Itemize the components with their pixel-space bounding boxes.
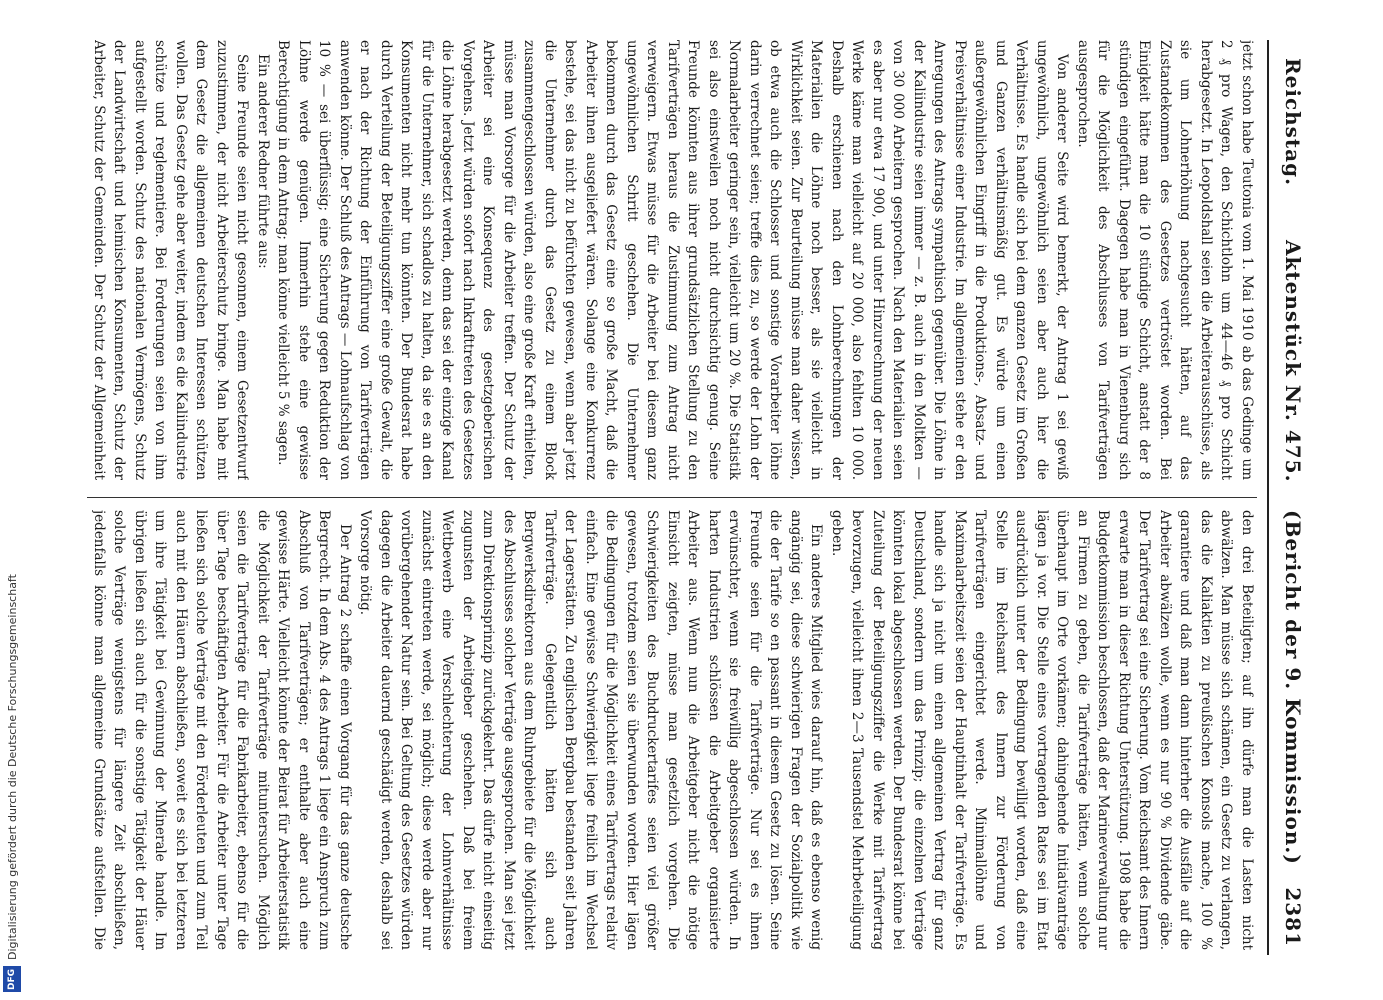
paragraph: den drei Beteiligten; auf ihn dürfe man die Lasten nicht abwälzen. Man müsse sich schämen, ein Gesetz zu verlangen, das die Kaliaktien zu preußischen Konsols mache, 100 % garantiere und daß man dann hinterher die Ausfälle auf die Arbeiter abwälzen wolle, wenn es nur 90 % Dividende gäbe. Der Tarifvertrag sei eine Sicherung. Vom Reichsamt des Innern erwarte man in dieser Richtung Unterstützung. 1908 habe die Budgetkommission beschlossen, daß der Marineverwaltung nur an Firmen zu geben, die Tarifverträge hätten, wenn solche überhaupt im Orte vorkämen; dahingehende Initiativanträge lägen ja vor. Die Stelle eines vortragenden Rates sei im Etat ausdrücklich unter der Bedingung bewilligt worden, daß eine Stelle im Reichsamt des Innern zur Förderung von Tarifverträgen eingerichtet werde. Minimallöhne und Maximalarbeitszeit seien der Hauptinhalt der Tarifverträge. Es handle sich ja nicht um einen allgemeinen Vertrag für ganz Deutschland, sondern um das Prinzip; die einzelnen Verträge könnten lokal abgeschlossen werden. Der Bundesrat könne bei Zuteilung der Beteiligungsziffer die Werke mit Tarifvertrag bevorzugen, vielleicht ihnen 2—3 Tausendstel Mehrbeteiligung geben. xyxy=(829,510,1255,950)
dfg-logo: DFG xyxy=(3,966,21,992)
header-left: Reichstag. xyxy=(1281,58,1305,187)
paragraph: Der Antrag 2 schaffe einen Vorgang für das ganze deutsche Bergrecht. In dem Abs. 4 des Antrags 1 liege ein Anspruch zum Abschluß von Tarifverträgen; er enthalte aber auch eine gewisse Härte. Vielleicht könnte der Beirat für Arbeiterstatistik die Möglichkeit der Tarifverträge mituntersuchen. Möglich seien die Tarifverträge für die Fabrikarbeiter, ebenso für die über Tage beschäftigten Arbeiter. Für die Arbeiter unter Tage ließen sich solche Verträge mit den Förderleuten und zum Teil auch mit den Häuern abschließen, soweit es sich bei letzteren um ihre Tätigkeit bei Gewinnung der Minerale handle. Im übrigen ließen sich auch für die sonstige Tätigkeit der Häuer solche Verträge wenigstens für längere Zeit abschließen, jedenfalls könne man allgemeine Grundsätze aufstellen. Die xyxy=(91,510,353,950)
rotated-print-page xyxy=(73,40,1313,955)
paragraph: Von anderer Seite wird bemerkt, der Antrag 1 sei gewiß ungewöhnlich, ungewöhnlich seien aber auch hier die Verhältnisse. Es handle sich bei dem ganzen Gesetz im Großen und Ganzen verhältnismäßig gut. Es würde um einen außergewöhnlichen Eingriff in die Produktions-, Absatz- und Preisverhältnisse einer Industrie. Im allgemeinen stehe er den Anregungen des Antrags sympathisch gegenüber. Die Löhne in der Kaliindustrie seien immer — z. B. auch in den Moltken — von 30 000 Arbeitern gesprochen. Nach den Materialien seien es aber nur etwa 17 900, und unter Hinzurechnung der neuen Werke käme man vielleicht auf 20 000, also fehlten 10 000. Deshalb erschienen nach den Lohnberechnungen der Materialien die Löhne noch besser, als sie vielleicht in Wirklichkeit seien. Zur Beurteilung müsse man daher wissen, ob etwa auch die Schlosser und sonstige Vorarbeiter löhne darin verrechnet seien; treffe dies zu, so werde der Lohn der Normalarbeiter geringer sein, vielleicht um 20 %. Die Statistik sei also einstweilen noch nicht durchsichtig genug. Seine Freunde könnten aus ihrer grundsätzlichen Stellung zu den Tarifverträgen heraus die Zustimmung zum Antrag nicht verweigern. Etwas müsse für die Arbeiter bei diesem ganz ungewöhnlichen Schritt geschehen. Die Unternehmer bekommen durch das Gesetz eine so große Macht, daß die Arbeiter ihnen ausgeliefert wären. Solange eine Konkurrenz bestehe, sei das nicht zu befürchten gewesen, wenn aber jetzt die Unternehmer durch das Gesetz zu einem Block zusammengeschlossen würden, also eine große Kraft erhielten, müsse man Vorsorge für die Arbeiter treffen. Der Schutz der Arbeiter sei eine Konsequenz des gesetzgeberischen Vorgehens. Jetzt würden sofort nach Inkrafttreten des Gesetzes die Löhne herabgesetzt werden, denn das sei der einzige Kanal für die Unternehmer, sich schadlos zu halten, da sie es an den Konsumenten nicht mehr tun könnten. Der Bundesrat habe durch Verteilung der Beteiligungsziffer eine große Gewalt, die er nach der Richtung der Einführung von Tarifverträgen anwenden könne. Der Schluß des Antrags — Lohnaufschlag von 10 % — sei überflüssig; eine Sicherung gegen Reduktion der Löhne werde genügen. Immerhin stehe eine gewisse Berechtigung in dem Antrag; man könne vielleicht 5 % sagen. xyxy=(275,40,1071,480)
paragraph: Ein anderer Redner führte aus: xyxy=(255,54,271,269)
column-right xyxy=(87,510,1257,950)
header-rule xyxy=(1267,40,1269,955)
digitization-note: Digitalisierung gefördert durch die Deutsche Forschungsgemeinschaft xyxy=(6,574,19,960)
header-right: (Bericht der 9. Kommission.) xyxy=(1281,510,1305,865)
column-left xyxy=(87,40,1257,480)
paragraph: jetzt schon habe Teutonia vom 1. Mai 1910 ab das Gedinge um 2 ₰ pro Wagen, den Schichtlohn um 44—46 ₰ pro Schicht herabgesetzt. In Leopoldshall seien die Arbeiterausschüsse, als sie um Lohnerhöhung nachgesucht hätten, auf das Zustandekommen des Gesetzes vertröstet worden. Bei Einigkeit hätte man die 10 stündige Schicht, anstatt der 8 stündigen eingeführt. Dagegen habe man in Vienenburg sich für die Möglichkeit des Abschlusses von Tarifverträgen ausgesprochen. xyxy=(1075,40,1255,480)
paragraph: Seine Freunde seien nicht gesonnen, einem Gesetzentwurf zuzustimmen, der nicht Arbeiterschutz bringe. Man habe mit dem Gesetz die allgemeinen deutschen Interessen schützen wollen. Das Gesetz gehe aber weiter, indem es die Kaliindustrie schütze und reglementiere. Bei Forderungen seien von ihm aufgestellt worden. Schutz des nationalen Vermögens, Schutz der Landwirtschaft und heimischen Konsumenten, Schutz der Arbeiter, Schutz der Gemeinden. Der Schutz der Allgemeinheit xyxy=(91,40,251,480)
page-number: 2381 xyxy=(1281,887,1305,947)
header-middle: Aktenstück Nr. 475. xyxy=(1281,240,1305,483)
column-divider xyxy=(87,497,1257,498)
running-header xyxy=(1273,40,1313,955)
paragraph: Ein anderes Mitglied wies darauf hin, daß es ebenso wenig angängig sei, diese schwierigen Fragen der Sozialpolitik wie die der Tarife so en passant in diesem Gesetz zu lösen. Seine Freunde seien für die Tarifverträge. Nur sei es ihnen erwünschter, wenn sie freiwillig abgeschlossen würden. In harten Industrien schlössen die Arbeitgeber organisierte Arbeiter aus. Wenn nun die Arbeitgeber nicht die nötige Einsicht zeigten, müsse man gesetzlich vorgehen. Die Schwierigkeiten des Buchdruckertarifes seien viel größer gewesen, trotzdem seien sie überwunden worden. Hier lägen die Bedingungen für die Möglichkeit eines Tarifvertrags relativ einfach. Eine gewisse Schwierigkeit liege freilich im Wechsel der Lagerstätten. Zu englischen Bergbau bestanden seit Jahren Tarifverträge. Gelegentlich hätten sich auch Bergwerksdirektoren aus dem Ruhrgebiete für die Möglichkeit des Abschlusses solcher Verträge ausgesprochen. Man sei jetzt zum Direktionsprinzip zurückgekehrt. Das dürfe nicht einseitig zugunsten der Arbeitgeber geschehen. Daß bei freiem Wettbewerb eine Verschlechterung der Lohnverhältnisse zunächst eintreten werde, sei möglich; diese werde aber nur vorübergehender Natur sein. Bei Geltung des Gesetzes würden dagegen die Arbeiter dauernd geschädigt werden, deshalb sei Vorsorge nötig. xyxy=(357,510,825,950)
